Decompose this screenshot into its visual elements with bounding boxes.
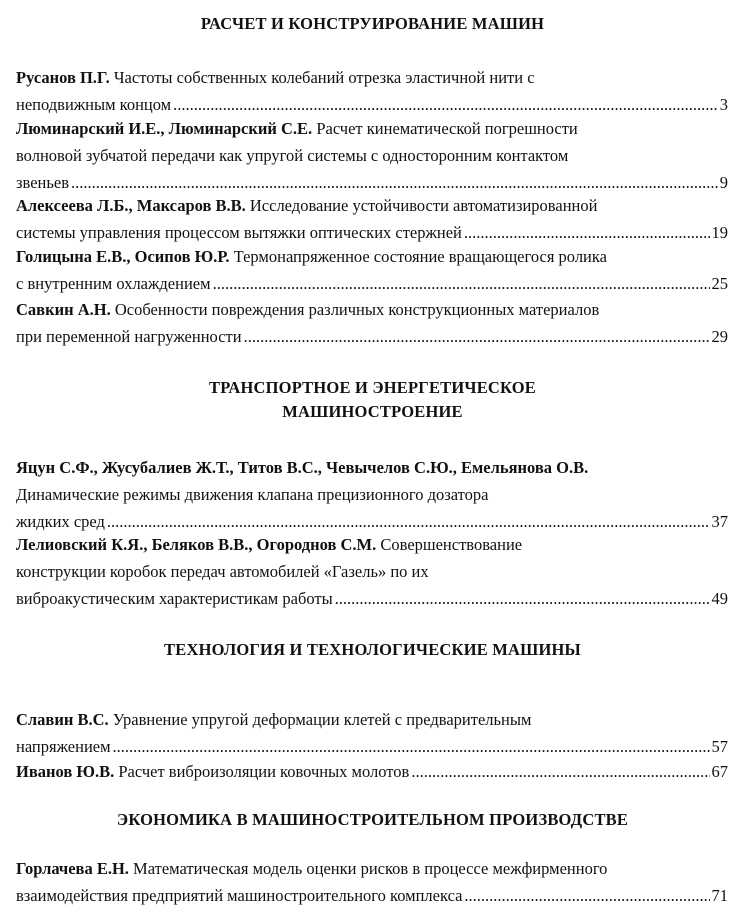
entry-title-line: конструкции коробок передач автомобилей «Газель» по их — [16, 562, 429, 581]
entry-title-line: Исследование устойчивости автоматизированной — [249, 196, 598, 215]
entry-title-line: Особенности повреждения различных конструкционных материалов — [114, 300, 600, 319]
entry-title-line: с внутренним охлаждением — [16, 274, 211, 293]
entry-title-line: напряжением — [16, 737, 111, 756]
entry-title-line: Динамические режимы движения клапана прецизионного дозатора — [16, 485, 489, 504]
entry-title-line: звеньев — [16, 173, 70, 192]
entry-authors: Голицына Е.В., Осипов Ю.Р. — [16, 247, 230, 266]
page-number: 3 — [719, 95, 728, 114]
entry-authors: Люминарский И.Е., Люминарский С.Е. — [16, 119, 313, 138]
entry-authors: Алексеева Л.Б., Максаров В.В. — [16, 196, 246, 215]
dot-leader — [464, 219, 710, 246]
page-number: 37 — [711, 512, 728, 531]
toc-entry — [16, 243, 728, 297]
dot-leader — [464, 882, 709, 909]
entry-title-line: Расчет кинематической погрешности — [316, 119, 578, 138]
entry-authors: Иванов Ю.В. — [16, 762, 115, 781]
dot-leader — [411, 758, 709, 785]
toc-entry — [16, 758, 728, 785]
page-number: 57 — [711, 737, 728, 756]
section-title: ТЕХНОЛОГИЯ И ТЕХНОЛОГИЧЕСКИЕ МАШИНЫ — [164, 640, 581, 659]
page-number: 49 — [711, 589, 728, 608]
entry-title-line: виброакустическим характеристикам работы — [16, 589, 333, 608]
dot-leader — [335, 585, 710, 612]
entry-authors: Савкин А.Н. — [16, 300, 111, 319]
entry-authors: Лелиовский К.Я., Беляков В.В., Огороднов С.М. — [16, 535, 377, 554]
section-title: ТРАНСПОРТНОЕ И ЭНЕРГЕТИЧЕСКОЕ — [208, 378, 537, 397]
page-number: 25 — [711, 274, 728, 293]
entry-title-line: взаимодействия предприятий машиностроительного комплекса — [16, 886, 463, 905]
entry-title-line: при переменной нагруженности — [16, 327, 242, 346]
entry-title-line: Уравнение упругой деформации клетей с предварительным — [112, 710, 532, 729]
page-number: 29 — [711, 327, 728, 346]
page-number: 19 — [711, 223, 728, 242]
toc-entry — [16, 192, 728, 246]
entry-authors: Яцун С.Ф., Жусубалиев Ж.Т., Титов В.С., Чевычелов С.Ю., Емельянова О.В. — [16, 458, 589, 477]
toc-entry — [16, 454, 728, 535]
section-title: МАШИНОСТРОЕНИЕ — [282, 402, 463, 421]
dot-leader — [113, 733, 710, 760]
toc-entry — [16, 64, 728, 118]
entry-title-line: Расчет виброизоляции ковочных молотов — [118, 762, 410, 781]
page-number: 9 — [719, 173, 728, 192]
entry-authors: Горлачева Е.Н. — [16, 859, 129, 878]
dot-leader — [244, 323, 710, 350]
toc-entry — [16, 531, 728, 612]
page-number: 67 — [711, 762, 728, 781]
entry-title-line: Совершенствование — [380, 535, 523, 554]
entry-authors: Русанов П.Г. — [16, 68, 110, 87]
toc-entry — [16, 855, 728, 909]
toc-entry — [16, 115, 728, 196]
entry-title-line: системы управления процессом вытяжки оптических стержней — [16, 223, 462, 242]
entry-title-line: жидких сред — [16, 512, 105, 531]
entry-title-line: волновой зубчатой передачи как упругой системы с односторонним контактом — [16, 146, 569, 165]
entry-title-line: Математическая модель оценки рисков в процессе межфирменного — [133, 859, 608, 878]
toc-entry — [16, 296, 728, 350]
dot-leader — [213, 270, 710, 297]
entry-title-line: Частоты собственных колебаний отрезка эластичной нити с — [113, 68, 535, 87]
entry-title-line: Термонапряженное состояние вращающегося ролика — [233, 247, 607, 266]
toc-entry — [16, 706, 728, 760]
section-title: РАСЧЕТ И КОНСТРУИРОВАНИЕ МАШИН — [200, 14, 545, 33]
dot-leader — [173, 91, 718, 118]
section-title: ЭКОНОМИКА В МАШИНОСТРОИТЕЛЬНОМ ПРОИЗВОДСТВЕ — [116, 810, 629, 829]
page-number: 71 — [711, 886, 728, 905]
entry-title-line: неподвижным концом — [16, 95, 172, 114]
entry-authors: Славин В.С. — [16, 710, 109, 729]
